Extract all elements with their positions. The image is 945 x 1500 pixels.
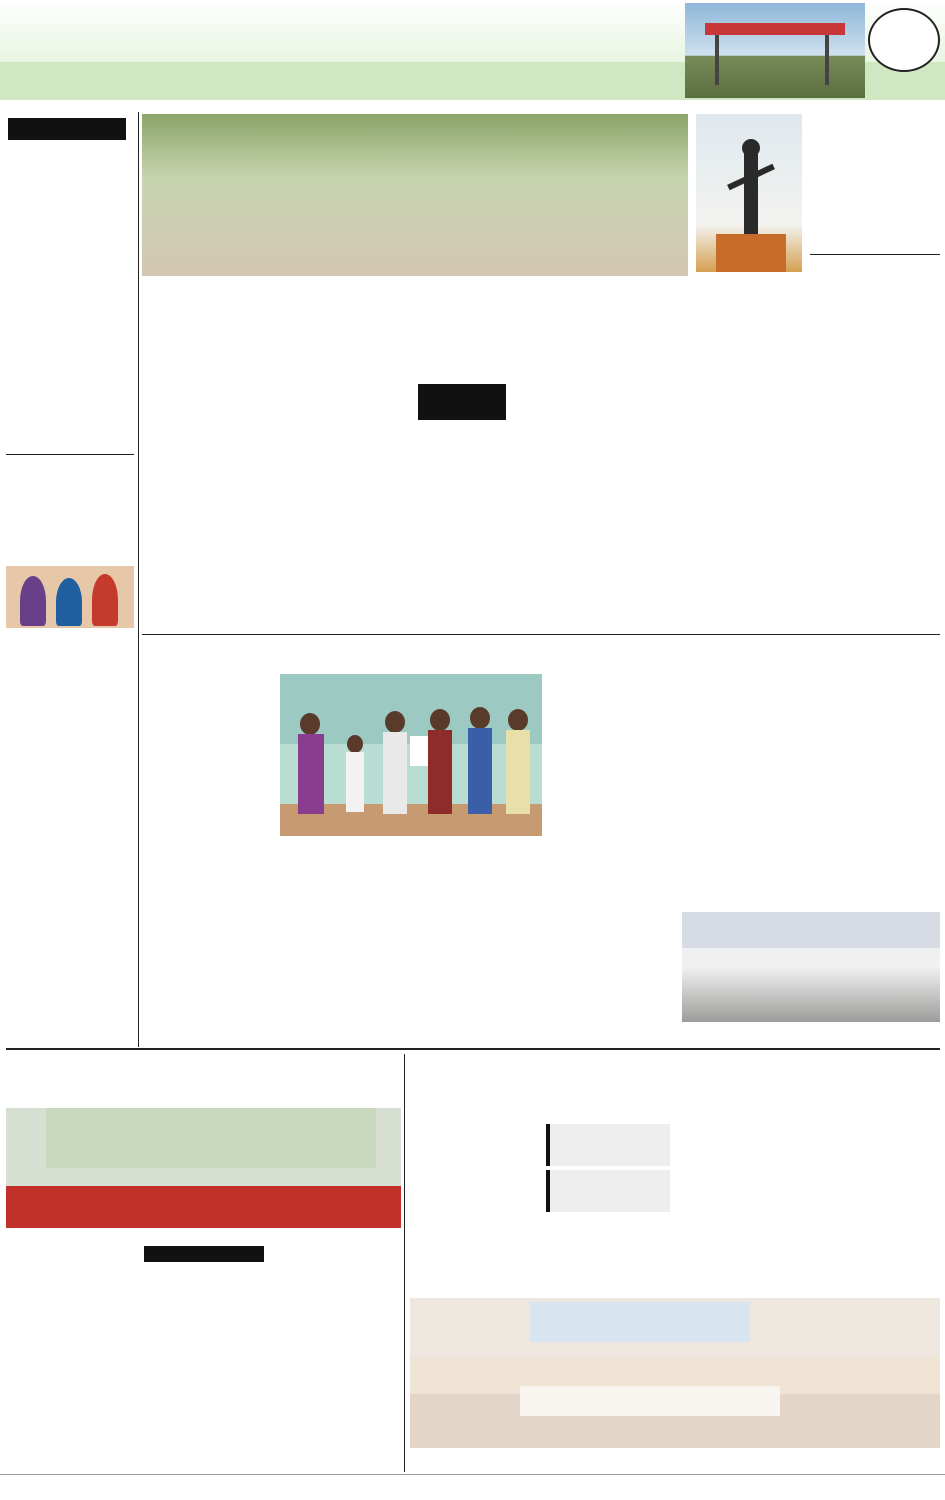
- divider: [810, 254, 940, 255]
- birsa-col1: [142, 398, 277, 630]
- child-dev-col1: [142, 686, 277, 1034]
- photo-crowd: [142, 114, 688, 276]
- brief-story1-body: [6, 238, 134, 450]
- child-dev-col3: [414, 852, 542, 1034]
- child-dev-photo: [280, 674, 542, 836]
- brief-story2-headline: [6, 462, 134, 562]
- ied-body: [810, 290, 940, 460]
- sail-hockey-headline: [682, 640, 940, 676]
- statue-silhouette: [696, 114, 802, 272]
- column-rule: [138, 112, 139, 1047]
- birsa-col2: [282, 384, 412, 630]
- statue-photo: [696, 114, 802, 272]
- brief-story2-photo: [6, 566, 134, 628]
- divider: [6, 1048, 940, 1050]
- brief-story2-body: [6, 654, 134, 1046]
- vishwashanti-headline: [548, 640, 678, 708]
- brief-label: [8, 118, 126, 140]
- go-samvardhana-col2: [142, 1266, 267, 1470]
- sail-hockey-photo: [682, 912, 940, 1022]
- civil-township-headline: [410, 1056, 940, 1106]
- child-dev-headline: [142, 640, 542, 668]
- divider: [6, 454, 134, 455]
- birsa-col3: [418, 426, 546, 630]
- birsa-col3b: [552, 384, 677, 630]
- child-dev-col2: [280, 852, 408, 1034]
- go-samvardhana-subhead: [144, 1246, 264, 1262]
- photo-people: [280, 674, 542, 836]
- birsa-badge: [418, 384, 506, 420]
- civil-township-col3: [676, 1110, 806, 1294]
- go-samvardhana-col1: [6, 1264, 136, 1470]
- registration-marks: [0, 1474, 945, 1496]
- ied-headline: [810, 118, 940, 234]
- birsa-col4: [682, 384, 802, 630]
- masthead-photo: [685, 3, 865, 98]
- civil-township-col2: [546, 1216, 670, 1294]
- birsa-event-photo: [142, 114, 688, 276]
- civil-township-photo: [410, 1298, 940, 1448]
- photo-team: [682, 912, 940, 1022]
- go-samvardhana-headline: [6, 1056, 401, 1106]
- sail-hockey-col1: [682, 694, 807, 900]
- column-rule: [404, 1054, 405, 1472]
- divider: [142, 634, 940, 635]
- photo-press-meet: [410, 1298, 940, 1448]
- vishwashanti-body: [548, 726, 678, 1034]
- birsa-headline: [142, 306, 802, 376]
- photo-dais: [6, 1108, 401, 1228]
- highlight-box-2: [546, 1170, 670, 1212]
- ied-col2: [810, 464, 940, 630]
- civil-township-col4: [812, 1110, 940, 1294]
- page-number: [868, 8, 940, 72]
- brief-story1-headline: [6, 146, 134, 218]
- go-samvardhana-col3: [272, 1246, 401, 1470]
- newspaper-logo: [8, 8, 83, 48]
- print-registration-strip: [0, 1474, 945, 1496]
- highlight-box-1: [546, 1124, 670, 1166]
- civil-township-col1: [410, 1124, 540, 1294]
- go-samvardhana-photo: [6, 1108, 401, 1228]
- sail-hockey-col2: [812, 694, 940, 900]
- section-title: [260, 28, 660, 76]
